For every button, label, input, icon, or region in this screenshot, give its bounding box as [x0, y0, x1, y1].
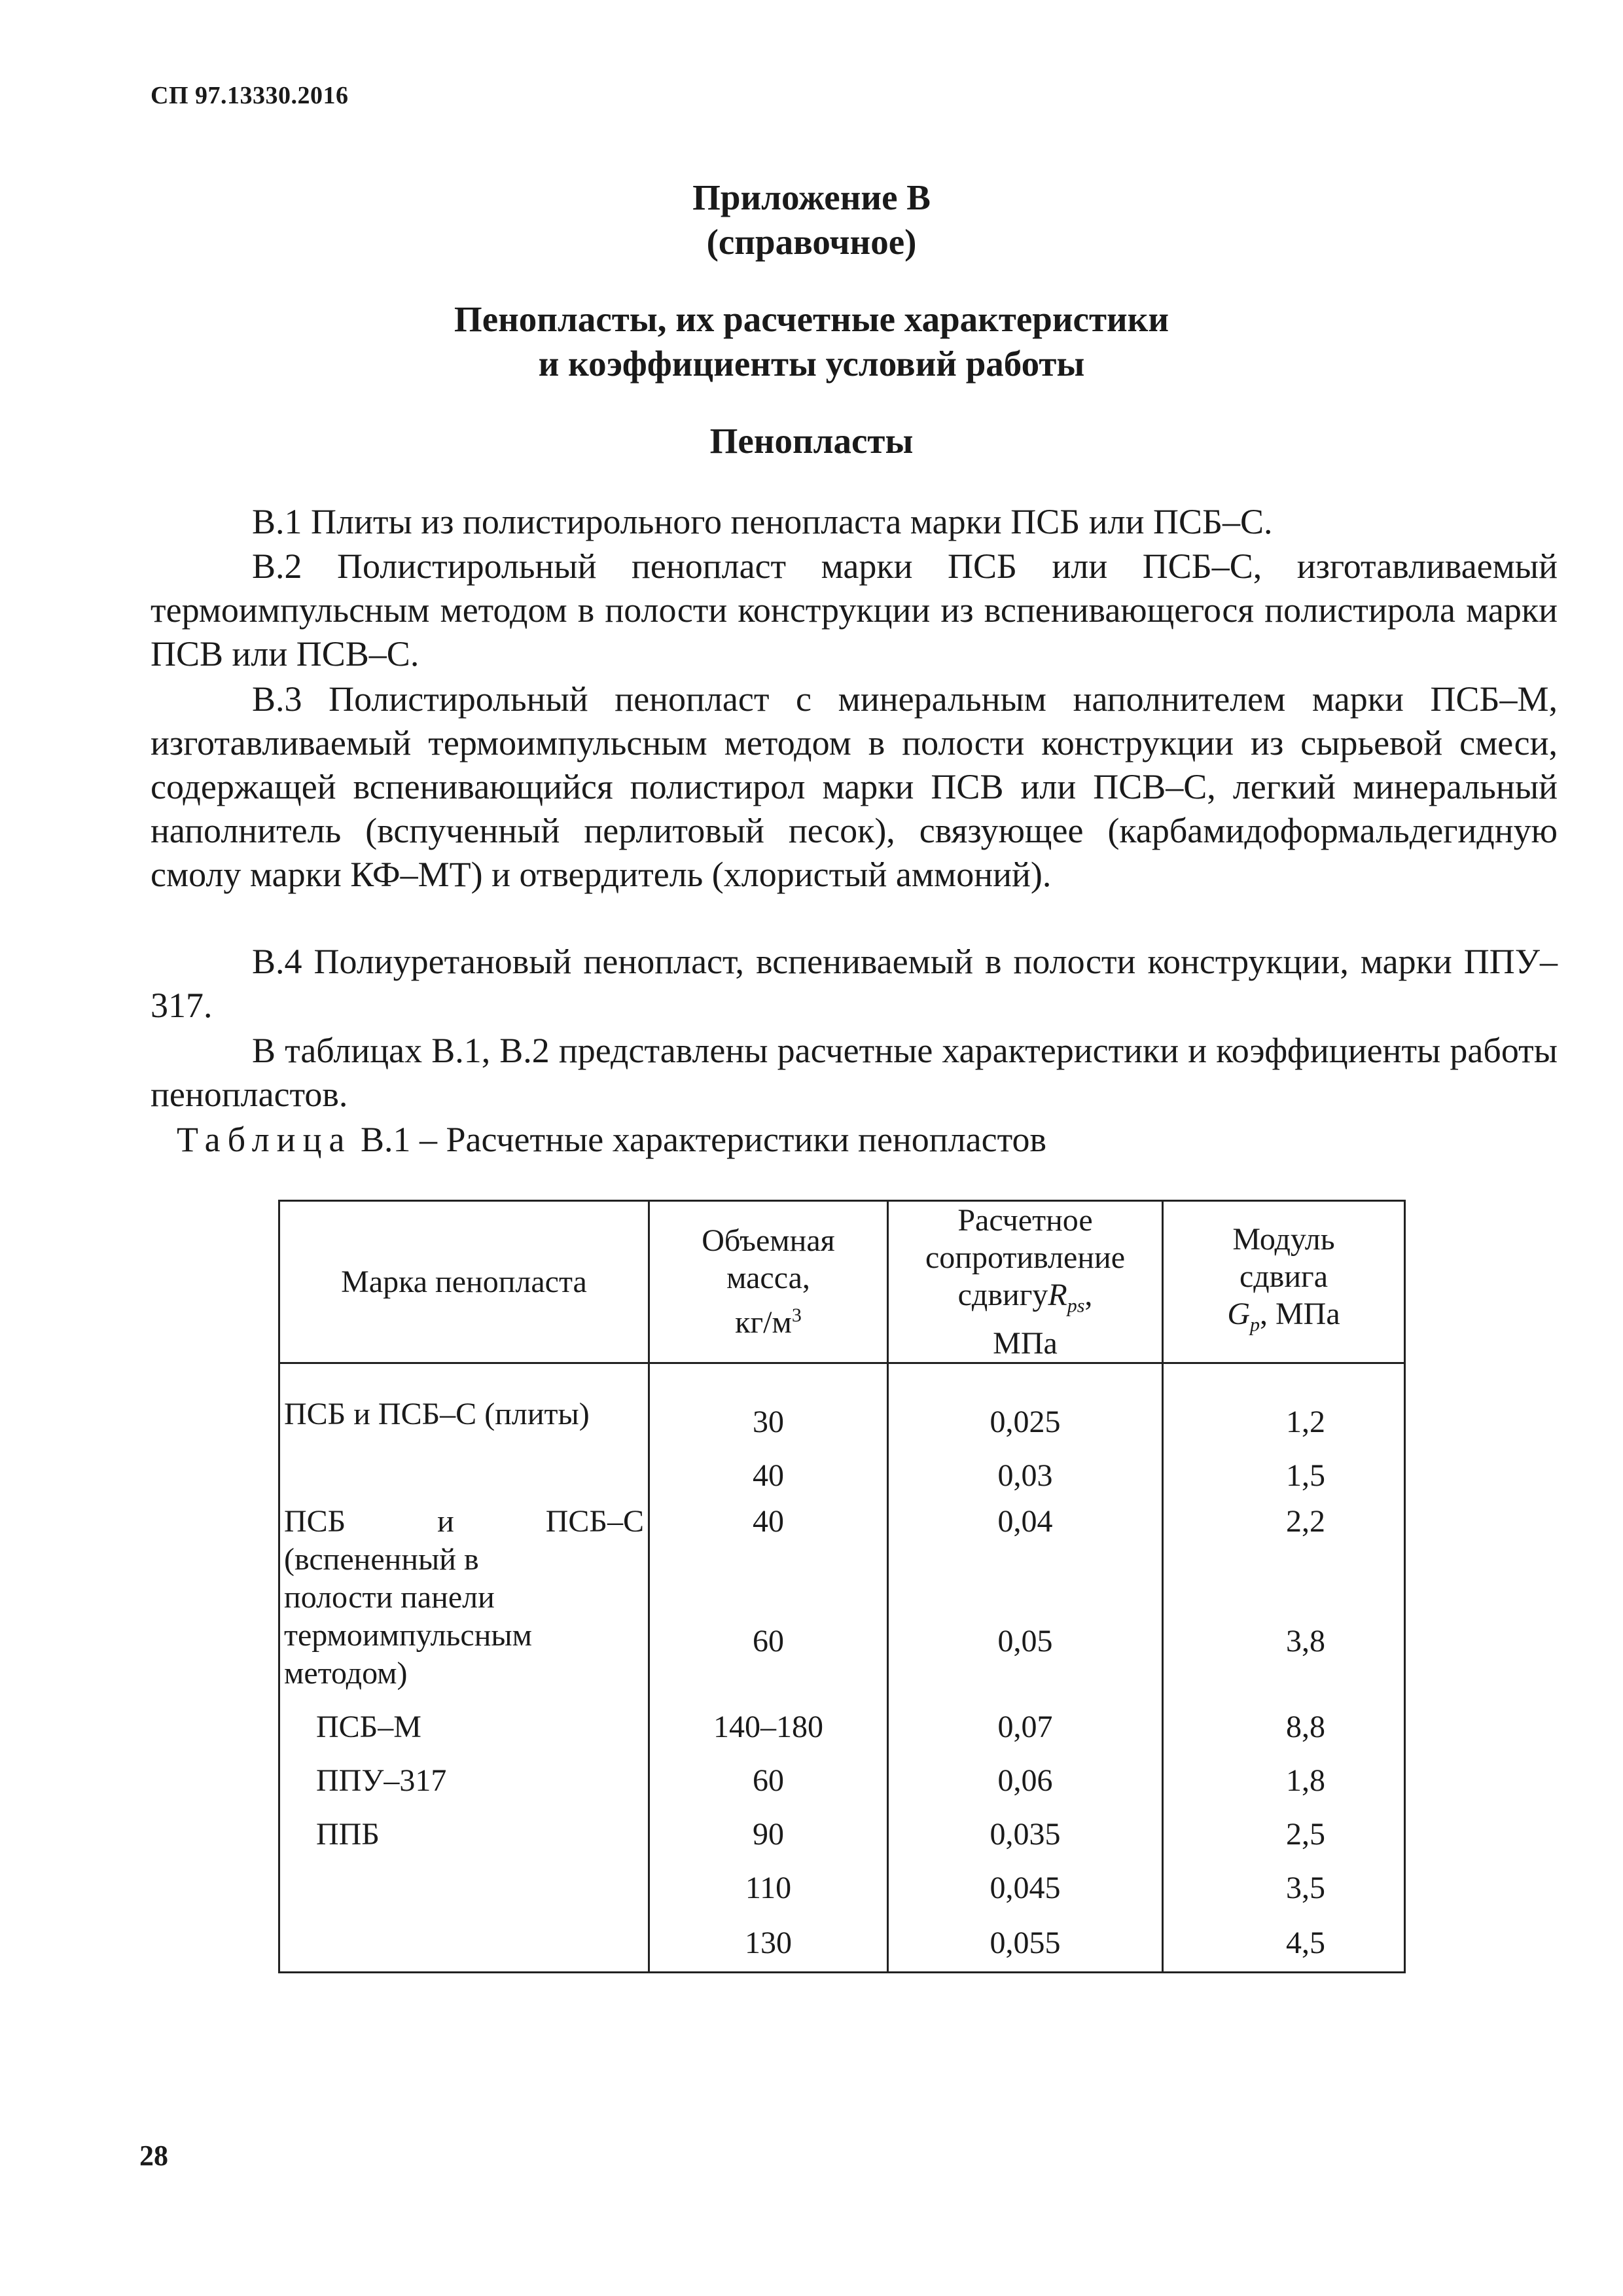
subsection-title: Пенопласты [709, 421, 914, 461]
table-spacer-row [279, 1363, 1405, 1395]
mark-ppu: ППУ–317 [279, 1754, 649, 1808]
table-row: 110 0,045 3,5 [279, 1861, 1405, 1915]
appendix-title: Приложение В [692, 177, 931, 217]
paragraph-tables-intro: В таблицах В.1, В.2 представлены расчетные характеристики и коэффициенты работы пенопластов. [151, 1031, 1558, 1114]
table-row: 40 0,03 1,5 [279, 1449, 1405, 1503]
table-caption [177, 1118, 1046, 1162]
document-code: СП 97.13330.2016 [151, 82, 349, 109]
table-row: ППУ–317 60 0,06 1,8 [279, 1754, 1405, 1808]
foam-characteristics-table [278, 1200, 1406, 1973]
page-number: 28 [139, 2140, 168, 2172]
table-caption-text: В.1 – Расчетные характеристики пенопластов [360, 1120, 1046, 1159]
header-resistance: Расчетное сопротивление сдвигуR$_{ps}$, МПа [888, 1201, 1163, 1363]
mark-psb-foamed: ПСБ и ПСБ–С (вспененный в полости панели термоимпульсным методом) [279, 1503, 649, 1700]
mark-ppb: ППБ [279, 1808, 649, 1861]
table-row: ППБ 90 0,035 2,5 [279, 1808, 1405, 1861]
table-row: ПСБ–М 140–180 0,07 8,8 [279, 1700, 1405, 1754]
appendix-note: (справочное) [706, 222, 917, 262]
table-header-row [279, 1201, 1405, 1363]
mark-psbm: ПСБ–М [279, 1700, 649, 1754]
table-row: 60 0,05 3,8 [279, 1556, 1405, 1700]
paragraph-b1: В.1 Плиты из полистирольного пенопласта марки ПСБ или ПСБ–С. [252, 502, 1273, 541]
paragraph-b3: В.3 Полистирольный пенопласт с минеральным наполнителем марки ПСБ–М, изготавливаемый термоимпульсным методом в полости конструкции из сырьевой смеси, содержащей вспенивающийся полистирол марки ПСВ или ПСВ–С, легкий минеральный наполнитель (вспученный перлитовый песок), связующее (карбамидоформальдегидную смолу марки КФ–МТ) и отвердитель (хлористый аммоний). [151, 679, 1558, 894]
section-title-line2: и коэффициенты условий работы [538, 344, 1085, 384]
header-mark: Марка пенопласта [279, 1201, 649, 1363]
header-density: Объемная масса, $кг/м^3$ [649, 1201, 888, 1363]
paragraph-b4: В.4 Полиуретановый пенопласт, вспениваемый в полости конструкции, марки ППУ–317. [151, 942, 1558, 1025]
table-row: ПСБ и ПСБ–С (вспененный в полости панели термоимпульсным методом) 40 0,04 2,2 [279, 1503, 1405, 1556]
table-row: 130 0,055 4,5 [279, 1915, 1405, 1973]
paragraph-b2: В.2 Полистирольный пенопласт марки ПСБ или ПСБ–С, изготавливаемый термоимпульсным методом в полости конструкции из вспенивающегося полистирола марки ПСВ или ПСВ–С. [151, 547, 1558, 673]
table-caption-prefix: Таблица [177, 1120, 352, 1159]
table-row: ПСБ и ПСБ–С (плиты) 30 0,025 1,2 [279, 1395, 1405, 1449]
section-title-line1: Пенопласты, их расчетные характеристики [454, 299, 1169, 339]
mark-psb-plates: ПСБ и ПСБ–С (плиты) [279, 1395, 649, 1503]
header-modulus: Модуль сдвига $G_p$, МПа [1163, 1201, 1405, 1363]
